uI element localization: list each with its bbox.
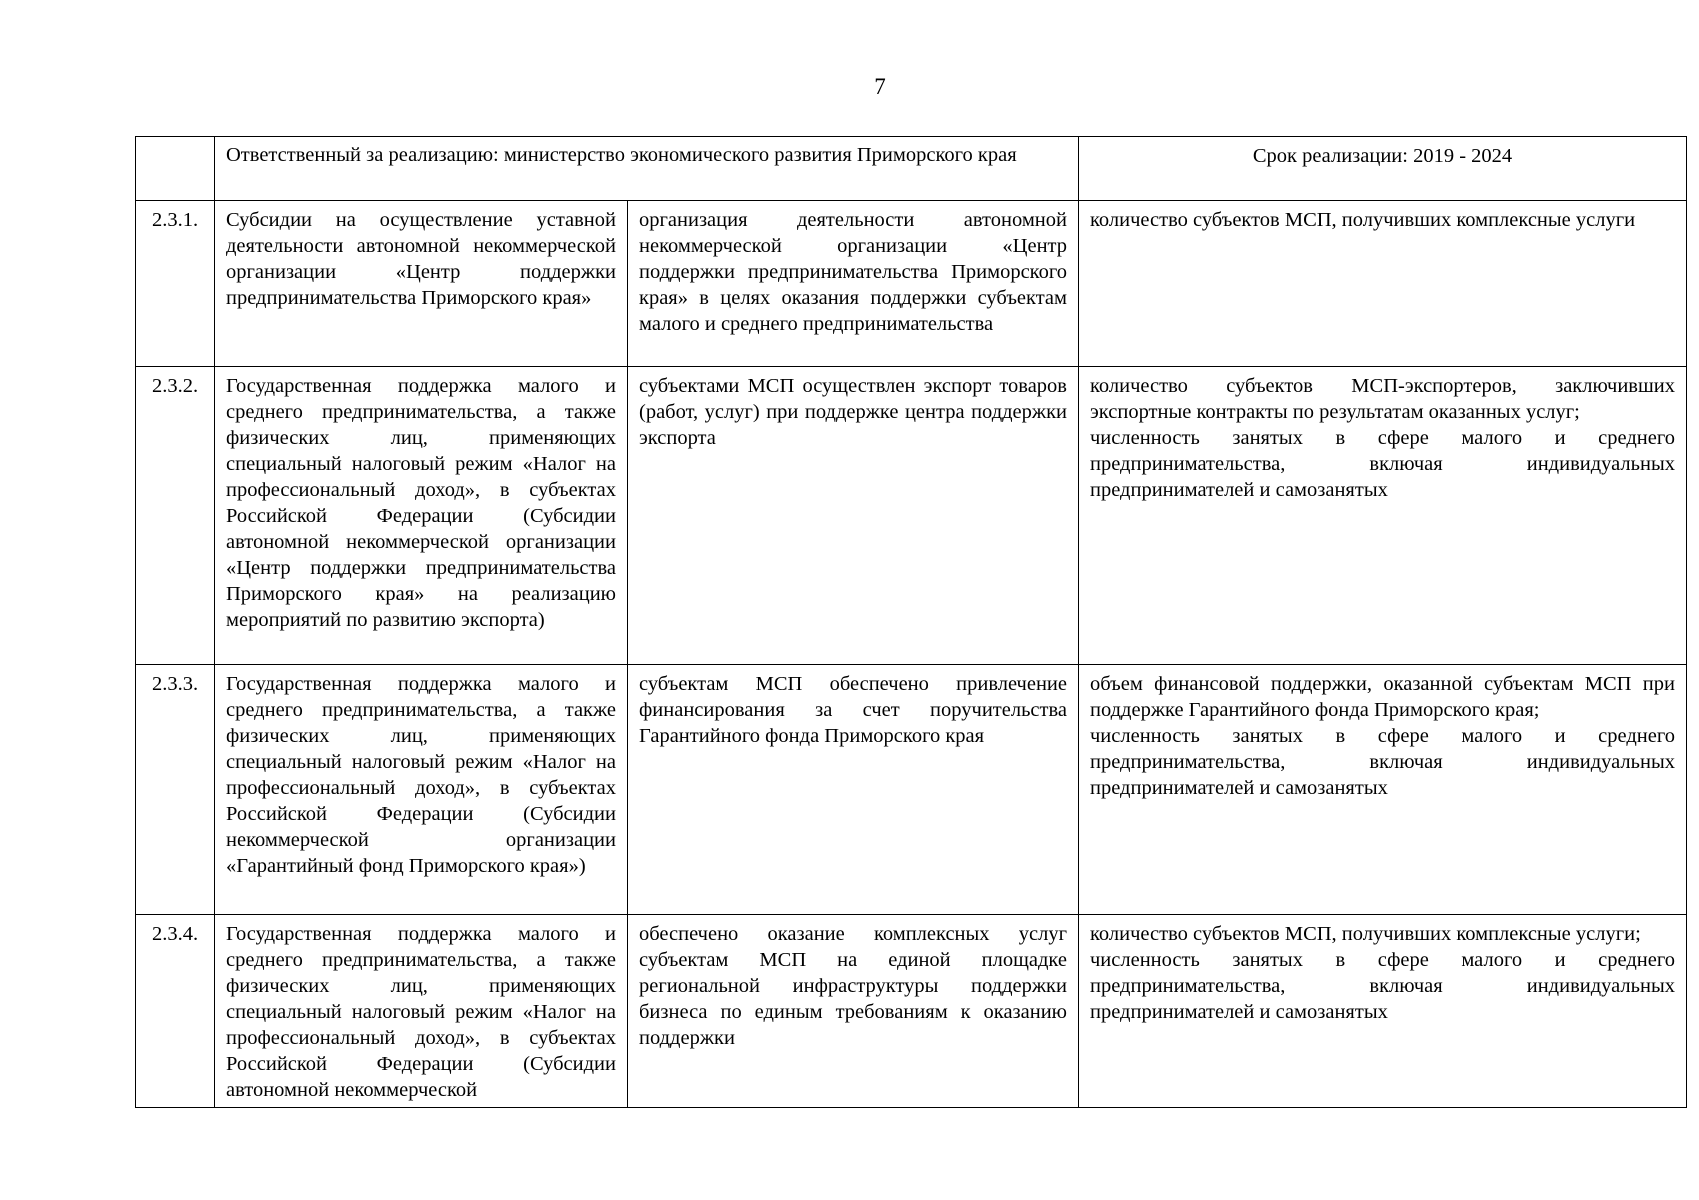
indicator-text: количество субъектов МСП-экспортеров, заключивших экспортные контракты по результатам оказанных услуг; (1090, 375, 1675, 423)
table-row (136, 367, 1687, 665)
result-cell: субъектам МСП обеспечено привлечение финансирования за счет поручительства Гарантийного фонда Приморского края (628, 665, 1079, 915)
responsible-cell: Ответственный за реализацию: министерство экономического развития Приморского края (215, 137, 1079, 201)
indicator-text: численность занятых в сфере малого и среднего предпринимательства, включая индивидуальных предпринимателей и самозанятых (1090, 725, 1675, 799)
table-row (136, 201, 1687, 367)
table-row (136, 665, 1687, 915)
activity-cell: Субсидии на осуществление уставной деятельности автономной некоммерческой организации «Центр поддержки предпринимательства Приморского края» (215, 201, 628, 367)
row-number: 2.3.4. (136, 915, 215, 1108)
result-cell: субъектами МСП осуществлен экспорт товаров (работ, услуг) при поддержке центра поддержки экспорта (628, 367, 1079, 665)
table-row (136, 915, 1687, 1108)
activity-cell: Государственная поддержка малого и среднего предпринимательства, а также физических лиц, применяющих специальный налоговый режим «Налог на профессиональный доход», в субъектах Российской Федерации (Субсидии некоммерческой организации «Гарантийный фонд Приморского края») (215, 665, 628, 915)
indicators-cell (1079, 915, 1687, 1108)
row-number: 2.3.1. (136, 201, 215, 367)
indicators-cell (1079, 367, 1687, 665)
indicator-text: количество субъектов МСП, получивших комплексные услуги; (1090, 923, 1641, 945)
program-table (135, 136, 1687, 1108)
indicator-text: численность занятых в сфере малого и среднего предпринимательства, включая индивидуальных предпринимателей и самозанятых (1090, 949, 1675, 1023)
result-cell: обеспечено оказание комплексных услуг субъектам МСП на единой площадке региональной инфраструктуры поддержки бизнеса по единым требованиям к оказанию поддержки (628, 915, 1079, 1108)
activity-cell: Государственная поддержка малого и среднего предпринимательства, а также физических лиц, применяющих специальный налоговый режим «Налог на профессиональный доход», в субъектах Российской Федерации (Субсидии автономной некоммерческой (215, 915, 628, 1108)
result-cell: организация деятельности автономной некоммерческой организации «Центр поддержки предпринимательства Приморского края» в целях оказания поддержки субъектам малого и среднего предпринимательства (628, 201, 1079, 367)
indicator-text: численность занятых в сфере малого и среднего предпринимательства, включая индивидуальных предпринимателей и самозанятых (1090, 427, 1675, 501)
activity-cell: Государственная поддержка малого и среднего предпринимательства, а также физических лиц, применяющих специальный налоговый режим «Налог на профессиональный доход», в субъектах Российской Федерации (Субсидии автономной некоммерческой организации «Центр поддержки предпринимательства Приморского края» на реализацию мероприятий по развитию экспорта) (215, 367, 628, 665)
row-number: 2.3.3. (136, 665, 215, 915)
indicators-cell (1079, 665, 1687, 915)
indicators-cell (1079, 201, 1687, 367)
indicator-text: объем финансовой поддержки, оказанной субъектам МСП при поддержке Гарантийного фонда Приморского края; (1090, 673, 1675, 721)
table-header-row (136, 137, 1687, 201)
term-cell: Срок реализации: 2019 - 2024 (1079, 137, 1687, 201)
page-number: 7 (874, 74, 886, 99)
indicator-text: количество субъектов МСП, получивших комплексные услуги (1090, 209, 1636, 231)
header-empty-cell (136, 137, 215, 201)
row-number: 2.3.2. (136, 367, 215, 665)
